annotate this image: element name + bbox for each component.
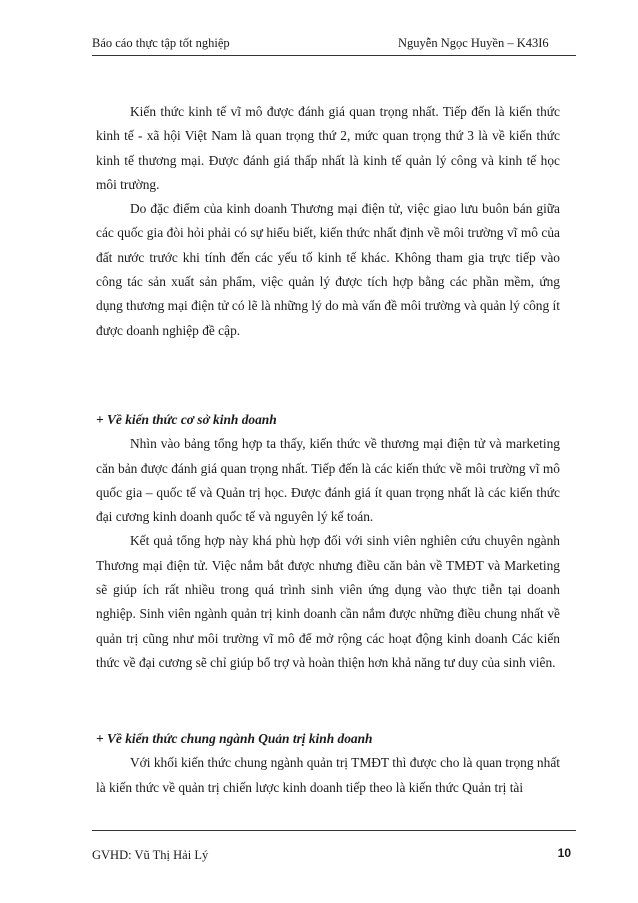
section-macro-knowledge <box>96 100 560 343</box>
header-divider <box>92 55 576 56</box>
footer-divider <box>92 830 576 831</box>
paragraph: Với khối kiến thức chung ngành quản trị TMĐT thì được cho là quan trọng nhất là kiến thức về quản trị chiến lược kinh doanh tiếp theo là kiến thức Quản trị tài <box>96 755 560 795</box>
section-heading: + Về kiến thức chung ngành Quản trị kinh doanh <box>96 731 373 746</box>
paragraph: Kết quả tổng hợp này khá phù hợp đối với sinh viên nghiên cứu chuyên ngành Thương mại điện tử. Việc nắm bắt được nhưng điều căn bản về TMĐT và Marketing sẽ giúp ích rất nhiều trong quá trình sinh viên ứng dụng vào thực tiễn tại doanh nghiệp. Sinh viên ngành quản trị kinh doanh cần nắm được những điều chung nhất về quản trị cũng như môi trường vĩ mô để mở rộng các hoạt động kinh doanh Các kiến thức về đại cương sẽ chỉ giúp bổ trợ và hoàn thiện hơn khả năng tư duy của sinh viên. <box>96 533 560 670</box>
paragraph: Nhìn vào bảng tổng hợp ta thấy, kiến thức về thương mại điện tử và marketing căn bản được đánh giá quan trọng nhất. Tiếp đến là các kiến thức về môi trường vĩ mô quốc gia – quốc tế và Quản trị học. Được đánh giá ít quan trọng nhất là các kiến thức đại cương kinh doanh quốc tế và nguyên lý kế toán. <box>96 436 560 525</box>
paragraph: Kiến thức kinh tế vĩ mô được đánh giá quan trọng nhất. Tiếp đến là kiến thức kinh tế - xã hội Việt Nam là quan trọng thứ 2, mức quan trọng thứ 3 là về kiến thức kinh tế thương mại. Được đánh giá thấp nhất là kinh tế quản lý công và kinh tế học môi trường. <box>96 104 560 192</box>
section-heading: + Về kiến thức cơ sở kinh doanh <box>96 412 277 427</box>
section-business-foundation <box>96 408 560 675</box>
section-general-management <box>96 727 560 800</box>
footer-supervisor: GVHD: Vũ Thị Hải Lý <box>92 848 209 862</box>
paragraph: Do đặc điểm của kinh doanh Thương mại điện tử, việc giao lưu buôn bán giữa các quốc gia đòi hỏi phải có sự hiểu biết, kiến thức nhất định về môi trường vĩ mô của đất nước trước khi tính đến các yếu tố kinh tế khác. Không tham gia trực tiếp vào công tác sản xuất sản phẩm, việc quản lý được tích hợp bằng các phần mềm, ứng dụng thương mại điện tử có lẽ là những lý do mà vấn đề môi trường và quản lý công ít được doanh nghiệp đề cập. <box>96 201 560 338</box>
page-number: 10 <box>557 846 571 860</box>
header-author: Nguyễn Ngọc Huyền – K43I6 <box>398 36 549 50</box>
header-report-title: Báo cáo thực tập tốt nghiệp <box>92 36 230 50</box>
